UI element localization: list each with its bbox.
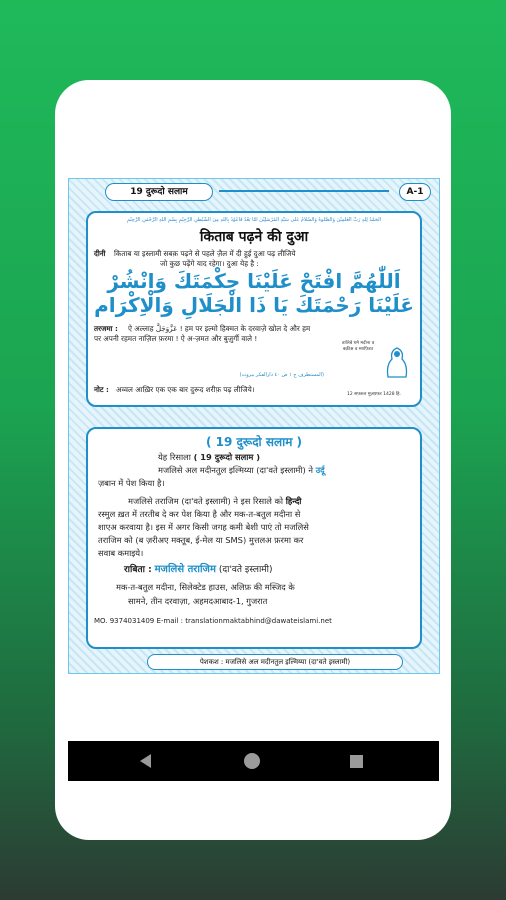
rabita-label: राबिता : [124,565,152,575]
tarjuma-label: तरजमा : [94,324,118,333]
salam-line1 [158,451,410,464]
seal-figure-icon [384,345,410,379]
home-icon[interactable] [244,753,260,769]
salam-line1-b: ( 19 दुरूदो सलाम ) [193,452,261,462]
recent-apps-icon[interactable] [350,755,363,768]
basmala-text: اَلْحَمْدُ لِلّٰهِ رَبِّ الْعٰلَمِيْنَ وَالصَّلٰوةُ وَالسَّلَامُ عَلٰى سَيِّدِ الْمُرْسَلِيْنَ اَمَّا بَعْدُ فَاَعُوْذُ بِاللّٰهِ مِنَ الشَّيْطٰنِ الرَّجِيْمِ بِسْمِ اللّٰهِ الرَّحْمٰنِ الرَّحِيْمِ [126,217,382,223]
page-title: 19 दुरूदो सलाम [105,183,213,201]
salam-line3: ज़बान में पेश किया है। [98,478,165,488]
rabita-suffix: (दा'वते इस्लामी) [218,565,273,575]
address-line1: मक-त-बतुल मदीना, सिलेक्टेड हाउस, अलिफ़ की मस्जिद के [116,582,295,592]
tarjuma-text: ऐ अल्लाह عَزَّوَجَلَّ ! हम पर इल्मो हिक्मत के दरवाज़े खोल दे और हम [128,324,311,333]
address-line2: सामने, तीन दरवाज़ा, अहमदआबाद-1, गुजरात [128,596,268,606]
dua-box [86,211,422,407]
note-label: नोट : [94,385,109,394]
salam-line6: शाएअ करवाया है। इस में अगर किसी जगह कमी बेशी पाएं तो मजलिसे [98,522,309,532]
salam-line4 [128,495,410,508]
arabic-dua-line1: اَللّٰهُمَّ افْتَحْ عَلَيْنَا حِكْمَتَكَ وَانْشُرْ [107,269,401,293]
salam-line5: रस्मुल ख़त में तरतीब दे कर पेश किया है और मक-त-बतुल मदीना से [98,509,301,519]
dua-intro-line1: किताब या इस्लामी सबक़ पढ़ने से पहले ज़ैल में दी हुई दुआ पढ़ लीजिये [114,249,296,258]
seal-date: 12 सफ़रुल मुज़फ़्फ़र 1428 हि. [347,392,401,397]
page-footer: पेशकश : मजलिसे अल मदीनतुल इल्मिय्या (दा'वते इस्लामी) [147,654,403,670]
salam-line2-highlight: उर्दू [315,465,325,475]
dua-title: किताब पढ़ने की दुआ [199,229,309,245]
back-icon[interactable] [140,754,151,768]
dua-intro-lead: दीनी [94,249,106,258]
rabita-name: मजलिसे तराजिम [154,564,216,575]
source-reference: (المستطرف ج ١ ص ٤٠ دارالفكر بيروت) [239,372,324,378]
seal-text: तालिबे ग़मे मदीना व बक़ीअ व मग़फ़िरत [341,341,375,352]
author-seal [336,339,412,397]
arabic-dua-line2: عَلَيْنَا رَحْمَتَكَ يَا ذَا الْجَلَالِ وَالْاِكْرَام [94,293,414,317]
salam-line8: सवाब कमाइये। [98,548,144,558]
salam-line1-a: येह रिसाला [158,452,191,462]
book-page-view[interactable] [68,178,440,674]
salam-line7: तराजिम को (ब ज़रीअए मक्तूब, ई-मेल या SMS) मुत्तलअ फ़रमा कर [98,535,304,545]
salam-line4-text: मजलिसे तराजिम (दा'वते इस्लामी) ने इस रिसाले को [128,496,284,506]
salam-line4-highlight: हिन्दी [285,496,302,506]
dua-intro-line2: जो कुछ पढ़ेंगे याद रहेगा। दुआ येह है : [160,259,259,268]
page-number: A-1 [399,183,431,201]
salam-line2 [158,464,410,477]
contact-info: MO. 9374031409 E-mail : translationmaktabhind@dawateislami.net [94,617,332,625]
salam-box [86,427,422,649]
salam-line2-text: मजलिसे अल मदीनतुल इल्मिय्या (दा'वते इस्लामी) ने [158,465,313,475]
salam-title: ( 19 दुरूदो सलाम ) [205,435,303,449]
book-page [68,178,440,674]
header-divider [219,190,389,192]
tarjuma-text-2: पर अपनी रहमत नाज़िल फ़रमा ! ऐ अ-ज़मत और बुज़ुर्गी वाले ! [94,334,258,343]
note-text: अव्वल आख़िर एक एक बार दुरूद शरीफ़ पढ़ लीजिये। [116,385,255,394]
android-nav-bar [68,741,439,781]
rabita-line [124,563,410,577]
